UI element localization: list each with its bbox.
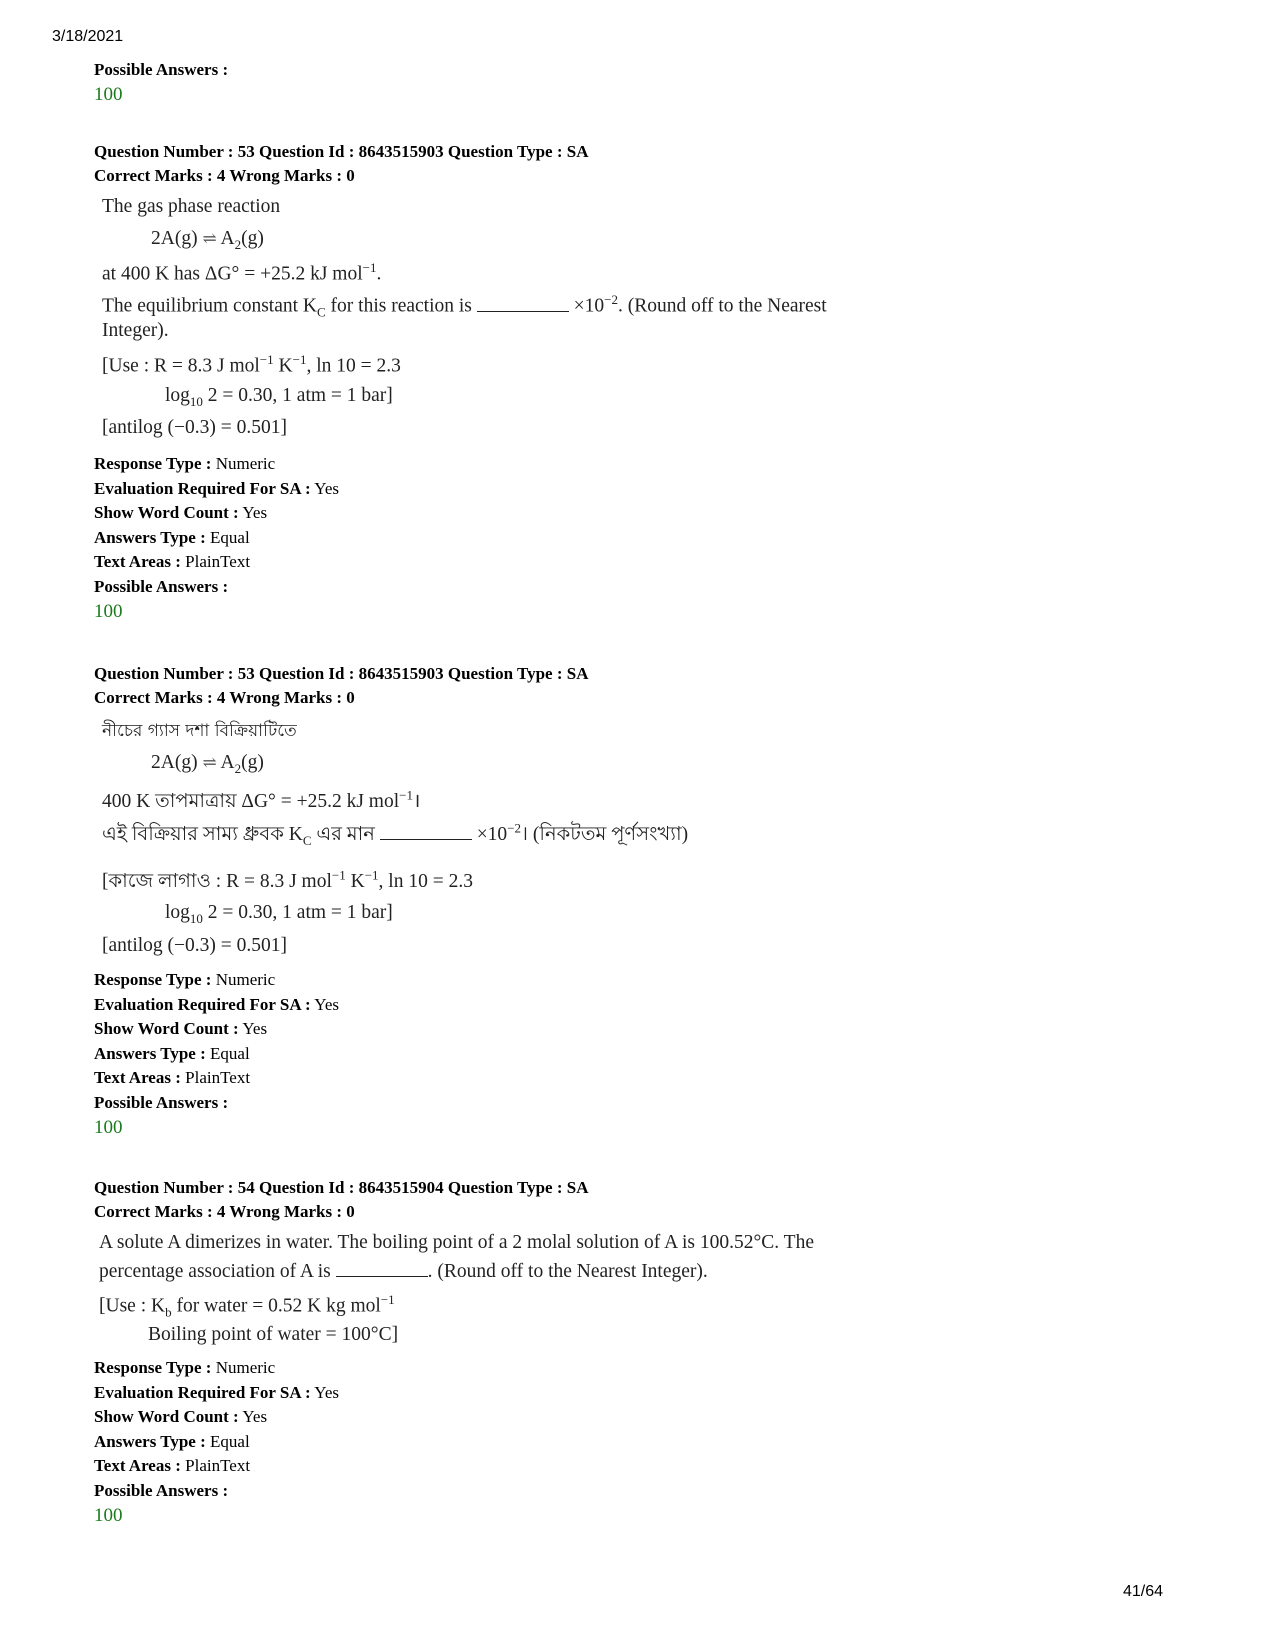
value: Numeric [211,454,276,473]
text-span: log [165,902,190,923]
label: Answers Type : [94,1043,206,1063]
text-span: The equilibrium constant K [102,295,317,317]
given-data [165,385,393,410]
question-53-bengali-meta [94,968,339,1141]
marks-line: Correct Marks : 4 Wrong Marks : 0 [94,688,355,707]
text-span: এই বিক্রিয়ার সাম্য ধ্রুবক K [102,824,303,845]
product: A [220,228,235,249]
question-53-english-meta [94,452,339,625]
value: Yes [310,478,339,498]
subscript: b [165,1304,172,1320]
label: Possible Answers : [94,576,229,596]
given-data [99,1292,395,1320]
value: Numeric [211,1358,276,1377]
possible-answers-label [94,575,339,600]
text-span: , ln 10 = 2.3 [306,355,401,377]
label: Show Word Count : [94,503,239,522]
text-areas [94,1454,339,1479]
text-span: 400 K তাপমাত্রায় ΔG° = +25.2 kJ mol [102,791,400,812]
superscript: −1 [399,787,413,803]
text-span: । [413,791,421,812]
label: Text Areas : [94,1456,181,1475]
superscript: −2 [507,820,522,836]
product-state: (g) [241,752,264,773]
subscript: C [302,832,312,848]
text-areas [94,1066,339,1091]
text-span: ×10 [471,824,508,845]
answers-type [94,1042,339,1067]
text-span: for this reaction is [325,295,477,317]
text-span: [কাজে লাগাও : R = 8.3 J mol [102,871,332,892]
superscript: −1 [364,867,379,883]
label: Answers Type : [94,527,206,547]
value: Equal [205,1431,250,1451]
reactant: 2A(g) [151,228,198,249]
value: Yes [238,1407,268,1426]
possible-answers-label [94,1091,339,1116]
question-text [102,786,420,819]
reaction-equation [151,752,264,777]
text-span: । (নিকটতম পূর্ণসংখ্যা) [521,824,689,845]
question-54-meta [94,1356,339,1529]
show-word-count [94,501,339,526]
text-span: [Use : R = 8.3 J mol [102,355,260,377]
given-data: [antilog (−0.3) = 0.501] [102,935,288,956]
text-span: . (Round off to the Nearest [617,295,827,317]
answer-blank [477,295,569,312]
label: Answers Type : [94,1431,206,1451]
text-span: [Use : K [99,1295,166,1317]
question-meta-line: Question Number : 53 Question Id : 8643515903 Question Type : SA [94,142,589,161]
question-53-bengali-header [94,662,588,710]
value: Yes [310,994,339,1014]
question-text [102,292,827,320]
possible-answers-label: Possible Answers : [94,60,229,79]
response-type [94,452,339,477]
label: Text Areas : [94,1068,181,1087]
label: Show Word Count : [94,1019,239,1038]
text-span: percentage association of A is [99,1261,336,1282]
superscript: −2 [604,292,618,307]
print-date: 3/18/2021 [52,28,124,45]
equilibrium-arrow-icon: ⇌ [202,229,217,248]
question-meta-line: Question Number : 53 Question Id : 8643515903 Question Type : SA [94,664,589,683]
superscript: −1 [331,867,346,883]
question-text: নীচের গ্যাস দশা বিক্রিয়াটিতে [102,721,297,741]
possible-answer-value: 100 [94,1505,123,1526]
answer-blank [380,823,472,840]
product: A [220,752,235,773]
show-word-count [94,1017,339,1042]
given-data: Boiling point of water = 100°C] [148,1324,399,1345]
given-data: [antilog (−0.3) = 0.501] [102,417,288,438]
reaction-equation [151,228,264,253]
subscript: C [317,304,326,320]
given-data [165,902,393,927]
superscript: −1 [380,1292,395,1307]
question-text [99,1260,708,1283]
text-span: ×10 [568,295,605,317]
value: PlainText [180,1456,251,1475]
label: Evaluation Required For SA : [94,478,311,498]
question-54-header [94,1176,588,1224]
marks-line: Correct Marks : 4 Wrong Marks : 0 [94,1202,355,1221]
label: Possible Answers : [94,1092,229,1112]
answers-type [94,1430,339,1455]
value: Yes [238,1019,268,1038]
value: Yes [310,1382,339,1402]
equilibrium-arrow-icon: ⇌ [202,753,217,772]
superscript: −1 [292,352,307,367]
question-text [102,260,381,286]
response-type [94,1356,339,1381]
label: Response Type : [94,454,212,473]
subscript: 10 [189,393,203,409]
text-span: K [345,871,365,892]
label: Evaluation Required For SA : [94,994,311,1014]
evaluation-required [94,993,339,1018]
question-text [102,820,688,852]
text-span: এর মান [311,824,380,845]
possible-answers-label [94,1479,339,1504]
value: Yes [238,503,268,522]
reactant: 2A(g) [151,752,198,773]
evaluation-required [94,477,339,502]
given-data [102,867,473,899]
label: Response Type : [94,1358,212,1377]
possible-answer-value: 100 [94,601,123,622]
value: Equal [205,1043,250,1063]
value: PlainText [180,1068,251,1087]
question-text: The gas phase reaction [102,196,281,217]
question-53-english-header [94,140,588,188]
page-number: 41/64 [1122,1583,1163,1600]
text-span: K [273,355,293,377]
product-state: (g) [241,228,264,249]
value: Numeric [211,970,276,989]
response-type [94,968,339,993]
label: Text Areas : [94,552,181,571]
label: Response Type : [94,970,212,989]
value: PlainText [180,552,251,571]
text-span: 2 = 0.30, 1 atm = 1 bar] [202,385,393,406]
label: Evaluation Required For SA : [94,1382,311,1402]
text-span: , ln 10 = 2.3 [378,871,473,892]
show-word-count [94,1405,339,1430]
question-text: Integer). [102,320,169,341]
text-areas [94,550,339,575]
answer-blank [336,1260,428,1277]
superscript: −1 [259,352,274,367]
superscript: −1 [362,260,377,275]
given-data [102,352,401,378]
marks-line: Correct Marks : 4 Wrong Marks : 0 [94,166,355,185]
evaluation-required [94,1381,339,1406]
top-answer-section [94,58,228,108]
subscript: 2 [234,760,242,776]
question-meta-line: Question Number : 54 Question Id : 8643515904 Question Type : SA [94,1178,589,1197]
question-text: A solute A dimerizes in water. The boiling point of a 2 molal solution of A is 100.52°C. The [99,1232,814,1253]
label: Show Word Count : [94,1407,239,1426]
text-span: log [165,385,190,406]
text-span: at 400 K has ΔG° = +25.2 kJ mol [102,263,363,285]
value: Equal [205,527,250,547]
possible-answer-value: 100 [94,84,123,105]
possible-answer-value: 100 [94,1117,123,1138]
text-span: for water = 0.52 K kg mol [171,1295,381,1317]
text-span: . [376,263,382,285]
subscript: 2 [234,236,242,252]
text-span: 2 = 0.30, 1 atm = 1 bar] [202,902,393,923]
answers-type [94,526,339,551]
subscript: 10 [189,910,203,926]
label: Possible Answers : [94,1480,229,1500]
text-span: . (Round off to the Nearest Integer). [427,1261,708,1282]
